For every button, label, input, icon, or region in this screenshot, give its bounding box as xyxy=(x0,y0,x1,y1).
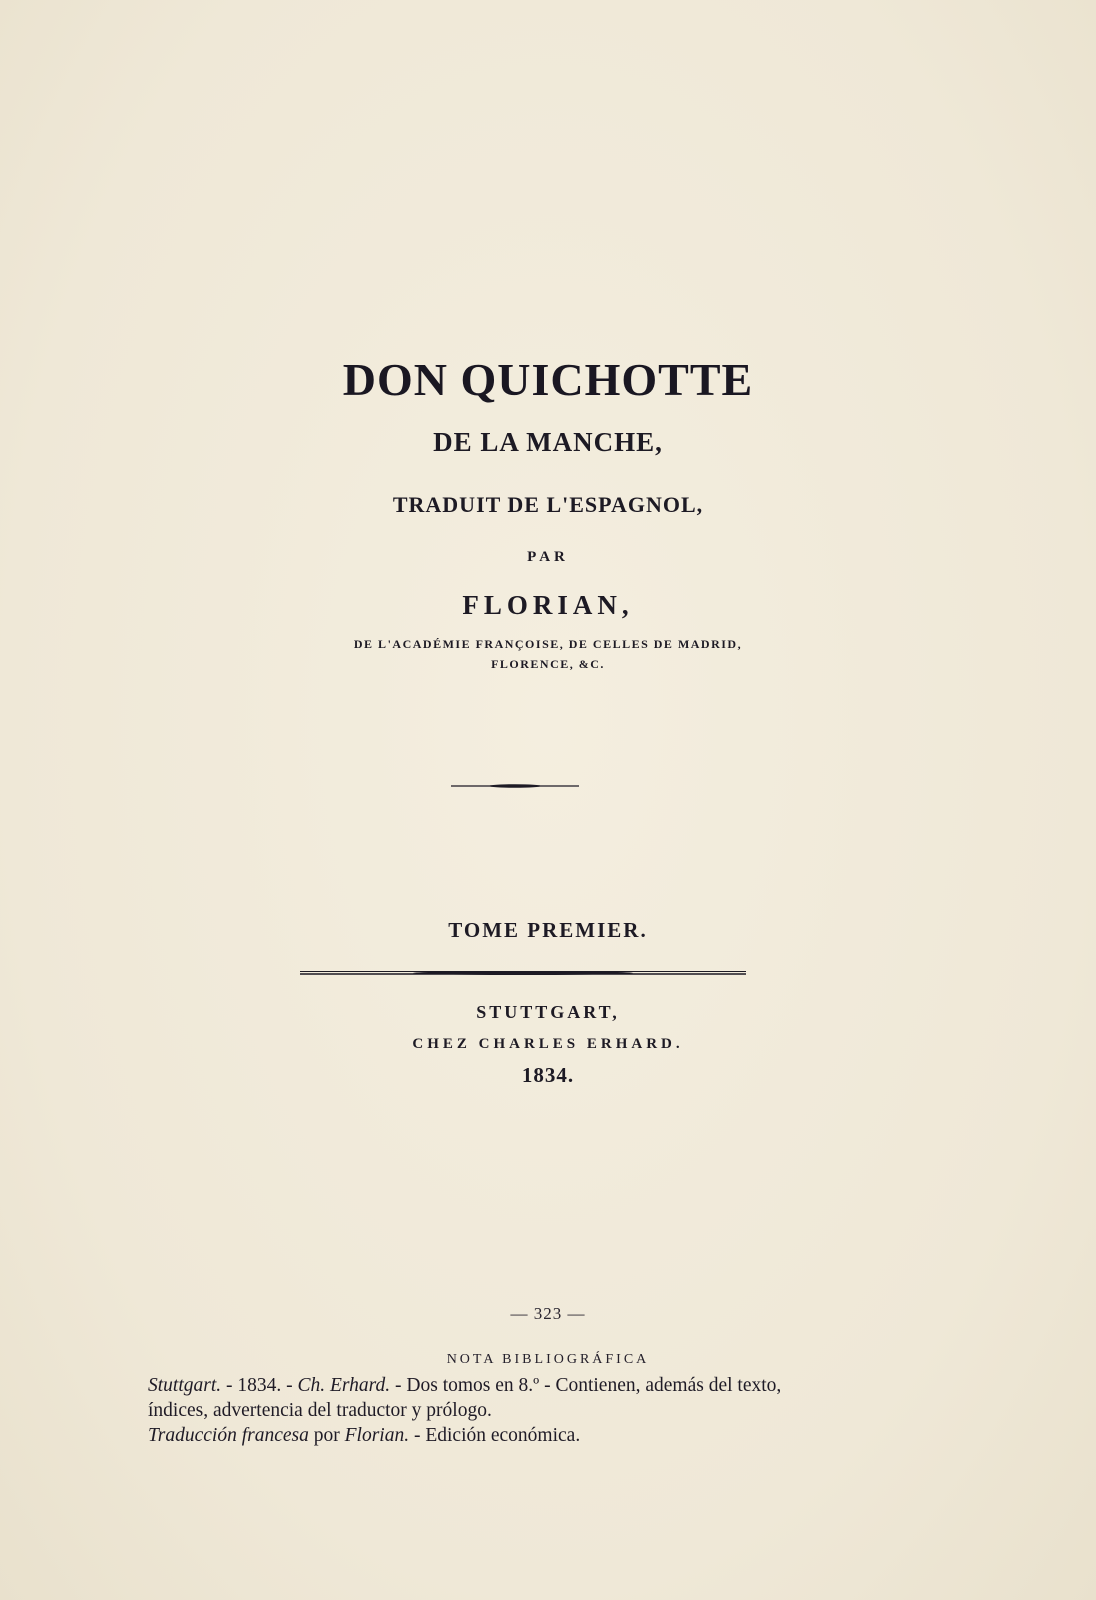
affiliation-line-2: FLORENCE, &C. xyxy=(491,657,605,671)
author-name: FLORIAN, xyxy=(462,590,634,620)
book-subtitle: DE LA MANCHE, xyxy=(433,427,663,457)
volume-label: TOME PREMIER. xyxy=(448,918,648,942)
author-affiliation xyxy=(0,634,1096,674)
note-line-3 xyxy=(148,1423,908,1448)
book-title: DON QUICHOTTE xyxy=(342,354,754,405)
note-place: Stuttgart. xyxy=(148,1375,222,1396)
ornamental-rule xyxy=(451,784,579,788)
imprint-publisher: CHEZ CHARLES ERHARD. xyxy=(412,1036,684,1052)
note-year: - 1834. - xyxy=(226,1375,293,1396)
note-line1-rest: - Dos tomos en 8.º - Contienen, además del texto, xyxy=(395,1375,782,1396)
bibliographic-note xyxy=(148,1373,908,1448)
imprint-city: STUTTGART, xyxy=(476,1002,620,1022)
note-printer: Ch. Erhard. xyxy=(297,1375,391,1396)
note-heading: NOTA BIBLIOGRÁFICA xyxy=(446,1352,650,1367)
note-line-1 xyxy=(148,1373,908,1398)
note-por: por xyxy=(313,1425,340,1446)
double-rule xyxy=(300,970,746,976)
note-translator: Florian. xyxy=(344,1425,410,1446)
imprint-year: 1834. xyxy=(521,1063,575,1087)
note-translation-label: Traducción francesa xyxy=(148,1425,309,1446)
note-edition: - Edición económica. xyxy=(413,1425,581,1446)
translation-statement: TRADUIT DE L'ESPAGNOL, xyxy=(392,492,704,517)
page-number: — 323 — xyxy=(510,1304,586,1323)
affiliation-line-1: DE L'ACADÉMIE FRANÇOISE, DE CELLES DE MADRID, xyxy=(353,637,743,651)
note-line-2: índices, advertencia del traductor y prólogo. xyxy=(148,1400,492,1421)
by-word: PAR xyxy=(527,549,569,565)
